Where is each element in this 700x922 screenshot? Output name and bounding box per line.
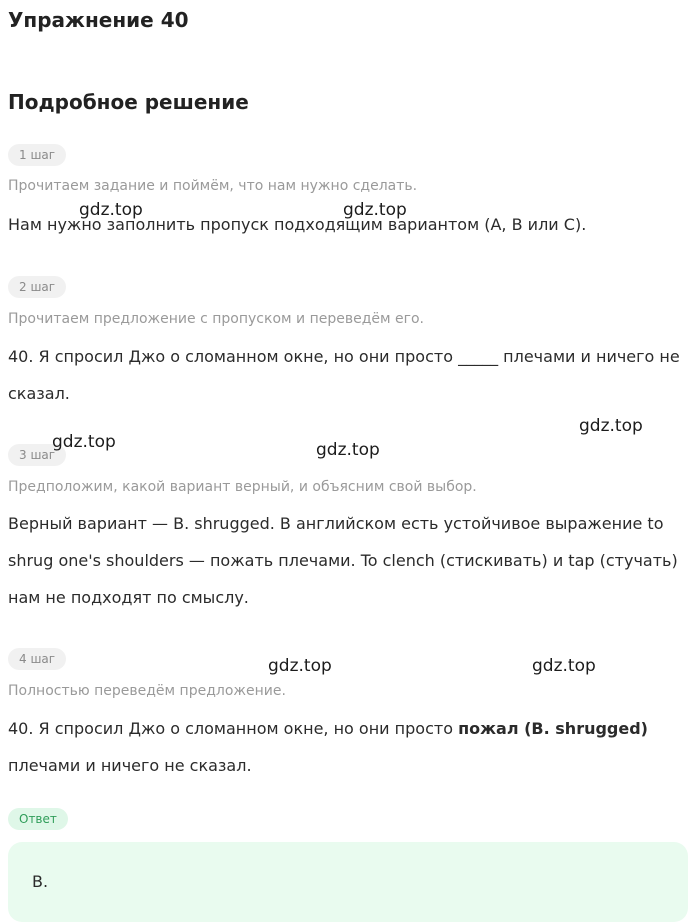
step-3-hint: Предположим, какой вариант верный, и объясним свой выбор.	[8, 479, 477, 495]
step-3-badge: 3 шаг	[8, 444, 66, 466]
step-4-text-after: плечами и ничего не сказал.	[8, 756, 252, 775]
page-title: Упражнение 40	[8, 8, 189, 32]
watermark: gdz.top	[532, 656, 596, 676]
step-1-hint: Прочитаем задание и поймём, что нам нужно сделать.	[8, 178, 418, 194]
step-2-badge: 2 шаг	[8, 276, 66, 298]
answer-value: B.	[32, 872, 49, 891]
watermark: gdz.top	[343, 200, 407, 220]
watermark: gdz.top	[316, 440, 380, 460]
step-4-text	[8, 710, 688, 784]
step-4-text-bold: пожал (B. shrugged)	[458, 719, 648, 738]
watermark: gdz.top	[268, 656, 332, 676]
step-4-hint: Полностью переведём предложение.	[8, 683, 286, 699]
watermark: gdz.top	[79, 200, 143, 220]
step-3-text: Верный вариант — B. shrugged. В английском есть устойчивое выражение to shrug one's shoulders — пожать плечами. To clench (стискивать) и tap (стучать) нам не подходят по смыслу.	[8, 514, 678, 607]
step-2-hint: Прочитаем предложение с пропуском и переведём его.	[8, 311, 424, 327]
step-4-text-before: 40. Я спросил Джо о сломанном окне, но они просто	[8, 719, 459, 738]
watermark: gdz.top	[579, 416, 643, 436]
answer-box	[8, 842, 688, 922]
step-4-badge: 4 шаг	[8, 648, 66, 670]
watermark: gdz.top	[52, 432, 116, 452]
step-2-text: 40. Я спросил Джо о сломанном окне, но они просто _____ плечами и ничего не сказал.	[8, 347, 680, 403]
step-1-badge: 1 шаг	[8, 144, 66, 166]
solution-heading: Подробное решение	[8, 90, 249, 114]
answer-badge: Ответ	[8, 808, 68, 830]
step-1-text: Нам нужно заполнить пропуск подходящим вариантом (A, B или C).	[8, 215, 587, 234]
